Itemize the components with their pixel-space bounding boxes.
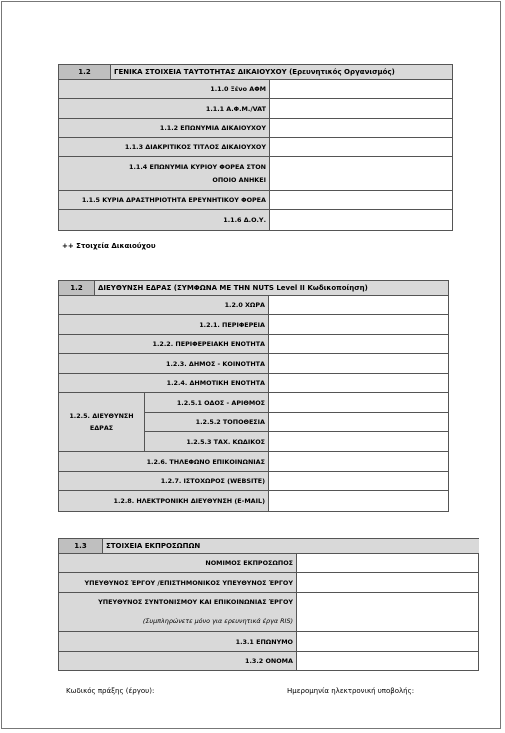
- parent-body-field[interactable]: [270, 157, 453, 191]
- field-label: 1.2.3. ΔΗΜΟΣ - ΚΟΙΝΟΤΗΤΑ: [59, 354, 269, 374]
- location-field[interactable]: [269, 413, 449, 432]
- field-label: ΥΠΕΥΘΥΝΟΣ ΣΥΝΤΟΝΙΣΜΟΥ ΚΑΙ ΕΠΙΚΟΙΝΩΝΙΑΣ ΈΡΓΟΥ: [98, 598, 293, 606]
- headquarters-address-table: [58, 280, 449, 512]
- field-label: 1.2.4. ΔΗΜΟΤΙΚΗ ΕΝΟΤΗΤΑ: [59, 374, 269, 393]
- vat-field[interactable]: [270, 99, 453, 119]
- field-label: 1.1.2 ΕΠΩΝΥΜΙΑ ΔΙΚΑΙΟΥΧΟΥ: [59, 119, 270, 138]
- field-label: ΥΠΕΥΘΥΝΟΣ ΈΡΓΟΥ /ΕΠΙΣΤΗΜΟΝΙΚΟΣ ΥΠΕΥΘΥΝΟΣ ΈΡΓΟΥ: [59, 573, 297, 593]
- section-title: ΣΤΟΙΧΕΙΑ ΕΚΠΡΟΣΩΠΩΝ: [103, 539, 479, 554]
- beneficiary-name-field[interactable]: [270, 119, 453, 138]
- email-field[interactable]: [269, 491, 449, 512]
- foreign-vat-field[interactable]: [270, 80, 453, 99]
- beneficiary-note: ++ Στοιχεία Δικαιούχου: [62, 242, 156, 250]
- field-label: 1.1.5 ΚΥΡΙΑ ΔΡΑΣΤΗΡΙΟΤΗΤΑ ΕΡΕΥΝΗΤΙΚΟΥ ΦΟΡΕΑ: [59, 191, 270, 210]
- postal-code-field[interactable]: [269, 432, 449, 452]
- section-number: 1.2: [59, 281, 95, 296]
- field-note: (Συμπληρώνετε μόνο για ερευνητικά έργα RIS): [142, 617, 293, 625]
- tax-office-field[interactable]: [270, 210, 453, 231]
- municipality-field[interactable]: [269, 354, 449, 374]
- section-title: ΓΕΝΙΚΑ ΣΤΟΙΧΕΙΑ ΤΑΥΤΟΤΗΤΑΣ ΔΙΚΑΙΟΥΧΟΥ (Ερευνητικός Οργανισμός): [111, 65, 453, 80]
- street-number-field[interactable]: [269, 393, 449, 413]
- coordination-manager-field[interactable]: [297, 593, 479, 632]
- country-field[interactable]: [269, 296, 449, 315]
- field-label: 1.2.1. ΠΕΡΙΦΕΡΕΙΑ: [59, 315, 269, 335]
- distinctive-title-field[interactable]: [270, 138, 453, 157]
- municipal-unit-field[interactable]: [269, 374, 449, 393]
- region-field[interactable]: [269, 315, 449, 335]
- surname-field[interactable]: [297, 632, 479, 652]
- field-label: ΝΟΜΙΜΟΣ ΕΚΠΡΟΣΩΠΟΣ: [59, 554, 297, 573]
- main-activity-field[interactable]: [270, 191, 453, 210]
- first-name-field[interactable]: [297, 652, 479, 671]
- website-field[interactable]: [269, 472, 449, 491]
- field-label: 1.2.5.2 ΤΟΠΟΘΕΣΙΑ: [145, 413, 269, 432]
- coordination-manager-label: [59, 593, 297, 632]
- field-label: 1.1.3 ΔΙΑΚΡΙΤΙΚΟΣ ΤΙΤΛΟΣ ΔΙΚΑΙΟΥΧΟΥ: [59, 138, 270, 157]
- field-label: 1.1.6 Δ.Ο.Υ.: [59, 210, 270, 231]
- field-label: 1.3.1 ΕΠΩΝΥΜΟ: [59, 632, 297, 652]
- field-label: 1.1.1 Α.Φ.Μ./VAT: [59, 99, 270, 119]
- field-label: 1.2.5.3 ΤΑΧ. ΚΩΔΙΚΟΣ: [145, 432, 269, 452]
- beneficiary-identity-table: [58, 64, 453, 231]
- representatives-table: [58, 538, 479, 671]
- address-group-label: 1.2.5. ΔΙΕΥΘΥΝΣΗ ΕΔΡΑΣ: [59, 393, 145, 452]
- section-number: 1.2: [59, 65, 111, 80]
- field-label: 1.2.7. ΙΣΤΟΧΩΡΟΣ (WEBSITE): [59, 472, 269, 491]
- section-title: ΔΙΕΥΘΥΝΣΗ ΕΔΡΑΣ (ΣΥΜΦΩΝΑ ΜΕ ΤΗΝ NUTS Level II Κωδικοποίηση): [95, 281, 449, 296]
- field-label: 1.2.6. ΤΗΛΕΦΩΝΟ ΕΠΙΚΟΙΝΩΝΙΑΣ: [59, 452, 269, 472]
- section-number: 1.3: [59, 539, 103, 554]
- field-label: 1.2.0 ΧΩΡΑ: [59, 296, 269, 315]
- project-manager-field[interactable]: [297, 573, 479, 593]
- field-label: 1.2.8. ΗΛΕΚΤΡΟΝΙΚΗ ΔΙΕΥΘΥΝΣΗ (E-MAIL): [59, 491, 269, 512]
- field-label: 1.2.2. ΠΕΡΙΦΕΡΕΙΑΚΗ ΕΝΟΤΗΤΑ: [59, 335, 269, 354]
- project-code-label: Κωδικός πράξης (έργου):: [66, 687, 155, 695]
- field-label: 1.1.0 Ξένο ΑΦΜ: [59, 80, 270, 99]
- field-label: 1.3.2 ΟΝΟΜΑ: [59, 652, 297, 671]
- regional-unit-field[interactable]: [269, 335, 449, 354]
- submission-date-label: Ημερομηνία ηλεκτρονική υποβολής:: [287, 687, 415, 695]
- phone-field[interactable]: [269, 452, 449, 472]
- field-label: 1.1.4 ΕΠΩΝΥΜΙΑ ΚΥΡΙΟΥ ΦΟΡΕΑ ΣΤΟΝ ΟΠΟΙΟ ΑΝΗΚΕΙ: [59, 157, 270, 191]
- field-label: 1.2.5.1 ΟΔΟΣ - ΑΡΙΘΜΟΣ: [145, 393, 269, 413]
- legal-representative-field[interactable]: [297, 554, 479, 573]
